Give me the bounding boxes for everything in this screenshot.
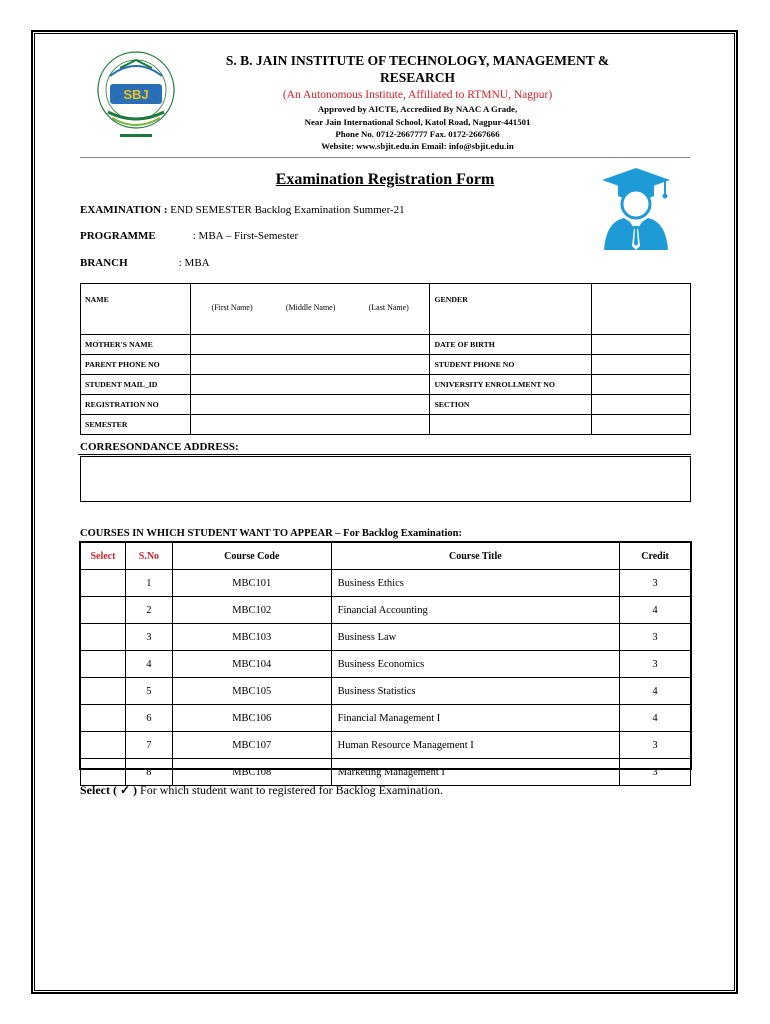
course-credit: 3 <box>620 651 691 678</box>
course-credit: 4 <box>620 705 691 732</box>
correspondence-divider <box>78 454 691 455</box>
svg-text:SBJ: SBJ <box>123 87 149 102</box>
course-title: Business Law <box>331 624 619 651</box>
course-sno: 1 <box>125 570 172 597</box>
course-credit: 3 <box>620 732 691 759</box>
course-sno: 5 <box>125 678 172 705</box>
course-title: Financial Management I <box>331 705 619 732</box>
course-code: MBC108 <box>172 759 331 786</box>
programme-row <box>80 230 298 242</box>
course-row <box>81 570 691 597</box>
course-sno: 8 <box>125 759 172 786</box>
course-row <box>81 732 691 759</box>
course-select-checkbox[interactable] <box>81 624 126 651</box>
header-credit: Credit <box>620 543 691 570</box>
course-code: MBC102 <box>172 597 331 624</box>
note-prefix: Select ( ✓ ) <box>80 783 138 797</box>
semester-label: SEMESTER <box>81 415 191 435</box>
enrollment-field[interactable] <box>592 375 691 395</box>
course-select-checkbox[interactable] <box>81 759 126 786</box>
course-title: Financial Accounting <box>331 597 619 624</box>
course-code: MBC107 <box>172 732 331 759</box>
institute-name: S. B. JAIN INSTITUTE OF TECHNOLOGY, MANAGEMENT & RESEARCH <box>225 53 610 85</box>
parent-phone-label: PARENT PHONE NO <box>81 355 191 375</box>
registration-field[interactable] <box>190 395 430 415</box>
mail-label: STUDENT MAIL_ID <box>81 375 191 395</box>
header-select: Select <box>81 543 126 570</box>
institute-logo <box>90 46 182 146</box>
dob-label: DATE OF BIRTH <box>430 335 592 355</box>
branch-row <box>80 257 210 269</box>
semester-row <box>81 415 691 435</box>
course-row <box>81 597 691 624</box>
course-row <box>81 624 691 651</box>
course-credit: 3 <box>620 624 691 651</box>
mother-field[interactable] <box>190 335 430 355</box>
course-select-checkbox[interactable] <box>81 651 126 678</box>
mother-row <box>81 335 691 355</box>
header-sno: S.No <box>125 543 172 570</box>
course-code: MBC106 <box>172 705 331 732</box>
course-title: Business Economics <box>331 651 619 678</box>
course-title: Business Ethics <box>331 570 619 597</box>
institute-subtitle: (An Autonomous Institute, Affiliated to RTMNU, Nagpur) <box>282 89 553 101</box>
graduate-icon <box>600 166 672 250</box>
course-title: Marketing Management I <box>331 759 619 786</box>
header-divider <box>80 157 690 158</box>
course-select-checkbox[interactable] <box>81 678 126 705</box>
courses-header-row <box>81 543 691 570</box>
note-text: For which student want to registered for Backlog Examination. <box>137 783 443 797</box>
course-row <box>81 759 691 786</box>
course-code: MBC105 <box>172 678 331 705</box>
branch-label: BRANCH <box>80 257 128 269</box>
approval-line: Approved by AICTE, Accredited By NAAC A Grade, <box>317 104 518 114</box>
registration-row <box>81 395 691 415</box>
enrollment-label: UNIVERSITY ENROLLMENT NO <box>430 375 592 395</box>
section-field[interactable] <box>592 395 691 415</box>
programme-label: PROGRAMME <box>80 230 156 242</box>
name-label: NAME <box>81 284 191 335</box>
courses-table <box>80 542 691 786</box>
semester-blank-label <box>430 415 592 435</box>
branch-value: : MBA <box>178 257 210 269</box>
header-course-code: Course Code <box>172 543 331 570</box>
semester-field[interactable] <box>190 415 430 435</box>
courses-label: COURSES IN WHICH STUDENT WANT TO APPEAR – For Backlog Examination: <box>80 528 462 539</box>
examination-value: END SEMESTER Backlog Examination Summer-21 <box>170 204 405 216</box>
address-line: Near Jain International School, Katol Road, Nagpur-441501 <box>304 117 531 127</box>
course-row <box>81 651 691 678</box>
course-code: MBC103 <box>172 624 331 651</box>
course-row <box>81 705 691 732</box>
course-sno: 3 <box>125 624 172 651</box>
correspondence-label: CORRESONDANCE ADDRESS: <box>80 441 239 453</box>
selection-note <box>80 783 443 798</box>
gender-field[interactable] <box>592 284 691 335</box>
course-select-checkbox[interactable] <box>81 570 126 597</box>
course-sno: 4 <box>125 651 172 678</box>
student-phone-field[interactable] <box>592 355 691 375</box>
registration-label: REGISTRATION NO <box>81 395 191 415</box>
course-code: MBC104 <box>172 651 331 678</box>
course-title: Business Statistics <box>331 678 619 705</box>
course-select-checkbox[interactable] <box>81 597 126 624</box>
course-credit: 3 <box>620 759 691 786</box>
dob-field[interactable] <box>592 335 691 355</box>
last-name-hint: (Last Name) <box>368 303 409 312</box>
personal-details-table <box>80 283 691 435</box>
mother-label: MOTHER'S NAME <box>81 335 191 355</box>
course-credit: 3 <box>620 570 691 597</box>
programme-value: : MBA – First-Semester <box>192 230 299 242</box>
section-label: SECTION <box>430 395 592 415</box>
mail-row <box>81 375 691 395</box>
examination-label: EXAMINATION : <box>80 204 168 216</box>
course-select-checkbox[interactable] <box>81 705 126 732</box>
name-row <box>81 284 691 335</box>
correspondence-address-field[interactable] <box>80 456 691 502</box>
form-title: Examination Registration Form <box>275 171 495 188</box>
parent-phone-field[interactable] <box>190 355 430 375</box>
course-code: MBC101 <box>172 570 331 597</box>
student-phone-label: STUDENT PHONE NO <box>430 355 592 375</box>
semester-blank-field[interactable] <box>592 415 691 435</box>
phone-row <box>81 355 691 375</box>
examination-row <box>80 204 405 216</box>
name-field[interactable] <box>190 284 430 335</box>
course-row <box>81 678 691 705</box>
course-select-checkbox[interactable] <box>81 732 126 759</box>
course-credit: 4 <box>620 678 691 705</box>
course-sno: 2 <box>125 597 172 624</box>
first-name-hint: (First Name) <box>211 303 253 312</box>
course-sno: 7 <box>125 732 172 759</box>
header-course-title: Course Title <box>331 543 619 570</box>
course-credit: 4 <box>620 597 691 624</box>
website-line: Website: www.sbjit.edu.in Email: info@sbjit.edu.in <box>321 141 514 151</box>
gender-label: GENDER <box>430 284 592 335</box>
middle-name-hint: (Middle Name) <box>285 303 336 312</box>
phone-line: Phone No. 0712-2667777 Fax. 0172-2667666 <box>335 129 500 139</box>
course-title: Human Resource Management I <box>331 732 619 759</box>
course-sno: 6 <box>125 705 172 732</box>
mail-field[interactable] <box>190 375 430 395</box>
